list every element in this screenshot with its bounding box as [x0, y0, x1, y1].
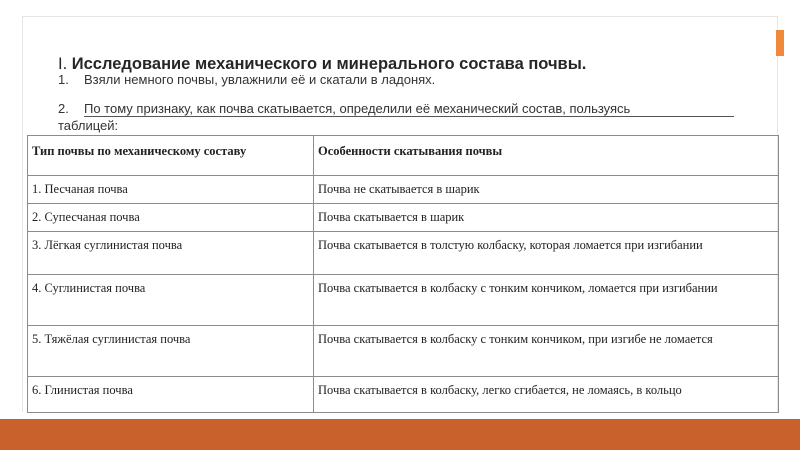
table-row: [28, 232, 779, 275]
cell-rolling-feature: Почва скатывается в колбаску с тонким кончиком, ломается при изгибании: [314, 275, 779, 326]
step-2: [58, 101, 630, 116]
cell-soil-type: 4. Суглинистая почва: [28, 275, 314, 326]
table-row: [28, 204, 779, 232]
step-2-number: 2.: [58, 101, 69, 116]
title-text: Исследование механического и минерального состава почвы.: [71, 55, 587, 73]
step-1: [58, 72, 435, 87]
table-row: [28, 176, 779, 204]
cell-rolling-feature: Почва скатывается в колбаску с тонким кончиком, при изгибе не ломается: [314, 326, 779, 377]
cell-rolling-feature: Почва скатывается в колбаску, легко сгибается, не ломаясь, в кольцо: [314, 377, 779, 413]
step-2-underline: [84, 116, 734, 117]
step-2-text: По тому признаку, как почва скатывается, определили её механический состав, пользуясь: [84, 101, 631, 116]
header-rolling-features: Особенности скатывания почвы: [314, 136, 779, 176]
bottom-accent-bar: [0, 419, 800, 450]
cell-rolling-feature: Почва скатывается в толстую колбаску, которая ломается при изгибании: [314, 232, 779, 275]
table-row: [28, 275, 779, 326]
frame-left-border: [22, 16, 23, 412]
accent-mark: [776, 30, 784, 56]
table-row: [28, 377, 779, 413]
cell-soil-type: 3. Лёгкая суглинистая почва: [28, 232, 314, 275]
step-2-text-continued: таблицей:: [58, 118, 119, 133]
cell-soil-type: 2. Супесчаная почва: [28, 204, 314, 232]
title-number: I.: [58, 55, 68, 73]
step-1-number: 1.: [58, 72, 69, 87]
cell-soil-type: 1. Песчаная почва: [28, 176, 314, 204]
frame-top-border: [22, 16, 778, 17]
step-1-text: Взяли немного почвы, увлажнили её и скатали в ладонях.: [84, 72, 436, 87]
table-row: [28, 326, 779, 377]
cell-rolling-feature: Почва скатывается в шарик: [314, 204, 779, 232]
table-header-row: [28, 136, 779, 176]
cell-soil-type: 6. Глинистая почва: [28, 377, 314, 413]
soil-table: [27, 135, 779, 413]
header-soil-type: Тип почвы по механическому составу: [28, 136, 314, 176]
cell-soil-type: 5. Тяжёлая суглинистая почва: [28, 326, 314, 377]
cell-rolling-feature: Почва не скатывается в шарик: [314, 176, 779, 204]
